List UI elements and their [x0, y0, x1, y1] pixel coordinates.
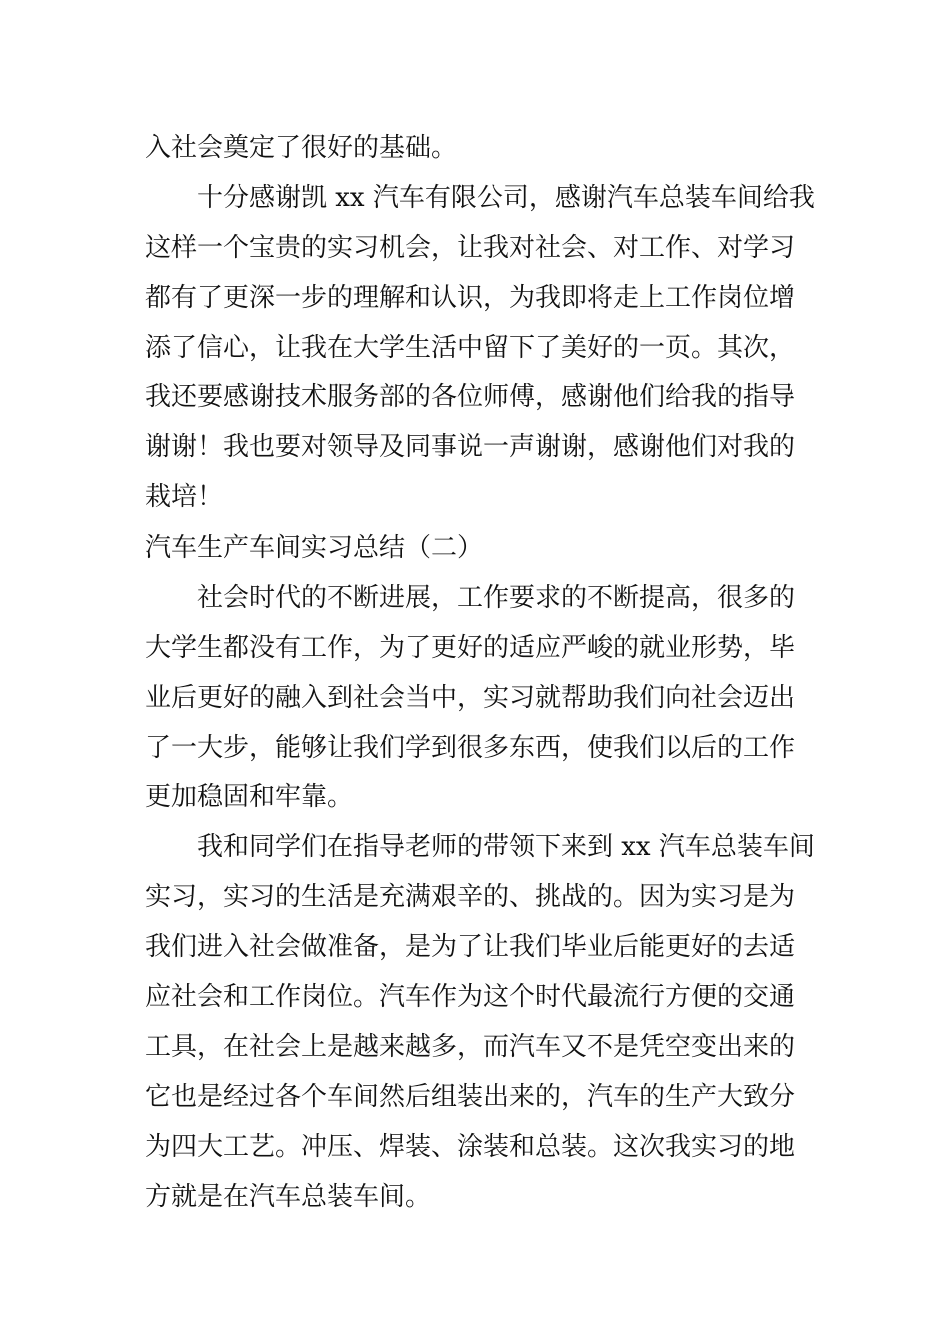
text-line: 方就是在汽车总装车间。	[145, 1182, 432, 1212]
text-line: 十分感谢凯 xx 汽车有限公司，感谢汽车总装车间给我	[197, 183, 815, 213]
text-line: 谢谢！我也要对领导及同事说一声谢谢，感谢他们对我的	[145, 432, 796, 462]
text-line: 了一大步，能够让我们学到很多东西，使我们以后的工作	[145, 733, 796, 763]
section-heading: 汽车生产车间实习总结（二）	[145, 533, 484, 563]
text-line: 它也是经过各个车间然后组装出来的，汽车的生产大致分	[145, 1082, 796, 1112]
text-line: 工具，在社会上是越来越多，而汽车又不是凭空变出来的	[145, 1032, 796, 1062]
text-line: 我们进入社会做准备，是为了让我们毕业后能更好的去适	[145, 932, 796, 962]
text-line: 我和同学们在指导老师的带领下来到 xx 汽车总装车间	[197, 832, 815, 862]
text-line: 实习，实习的生活是充满艰辛的、挑战的。因为实习是为	[145, 882, 796, 912]
text-line: 业后更好的融入到社会当中，实习就帮助我们向社会迈出	[145, 683, 796, 713]
text-line: 入社会奠定了很好的基础。	[145, 133, 458, 163]
text-line: 这样一个宝贵的实习机会，让我对社会、对工作、对学习	[145, 233, 796, 263]
text-line: 都有了更深一步的理解和认识，为我即将走上工作岗位增	[145, 283, 796, 313]
text-line: 栽培！	[145, 482, 224, 512]
text-line: 添了信心，让我在大学生活中留下了美好的一页。其次，	[145, 333, 796, 363]
text-line: 为四大工艺。冲压、焊装、涂装和总装。这次我实习的地	[145, 1132, 796, 1162]
text-line: 更加稳固和牢靠。	[145, 782, 354, 812]
text-line: 应社会和工作岗位。汽车作为这个时代最流行方便的交通	[145, 982, 796, 1012]
text-line: 大学生都没有工作，为了更好的适应严峻的就业形势，毕	[145, 633, 796, 663]
text-line: 社会时代的不断进展，工作要求的不断提高，很多的	[197, 583, 796, 613]
text-line: 我还要感谢技术服务部的各位师傅，感谢他们给我的指导	[145, 382, 796, 412]
